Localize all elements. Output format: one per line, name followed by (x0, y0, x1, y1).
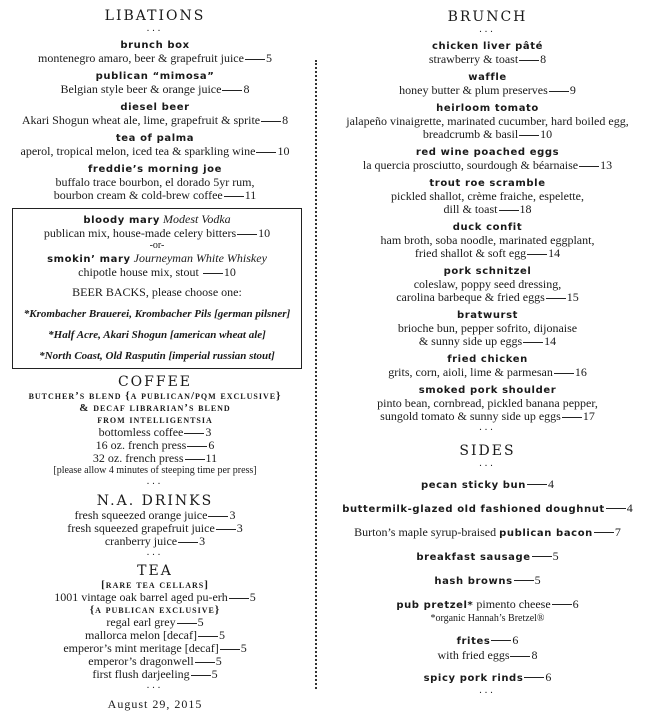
beer-back-option: *Krombacher Brauerei, Krombacher Pils [german pilsner] (23, 308, 291, 320)
column-divider (315, 60, 317, 689)
brunch-item: waffle honey butter & plum preserves 9 (399, 72, 576, 97)
brunch-item: pork schnitzel coleslaw, poppy seed dressing, carolina barbeque & fried eggs 15 (396, 266, 579, 304)
beer-back-option: *North Coast, Old Rasputin [imperial russian stout] (39, 350, 275, 362)
na-drinks-title: N.A. DRINKS (96, 493, 214, 509)
side-item: hash browns 5 (434, 573, 541, 587)
brunch-item: trout roe scramble pickled shallot, crème fraiche, espelette, dill & toast 18 (391, 178, 584, 216)
brunch-item: duck confit ham broth, soba noodle, marinated eggplant, fried shallot & soft egg 14 (380, 222, 595, 260)
libation-item: brunch box montenegro amaro, beer & grapefruit juice 5 (38, 40, 272, 65)
brunch-item: smoked pork shoulder pinto bean, cornbread, pickled banana pepper, sungold tomato & sunny side up eggs 17 (377, 385, 598, 423)
brunch-item: heirloom tomato jalapeño vinaigrette, marinated cucumber, hard boiled egg, breadcrumb & basil 10 (346, 103, 629, 141)
brunch-title: BRUNCH (447, 9, 528, 25)
libations-title: LIBATIONS (104, 8, 206, 24)
side-item: frites 6 with fried eggs 8 (437, 633, 538, 662)
bloody-mary-box: bloody mary Modest Vodka publican mix, house-made celery bitters 10 -or- smokin’ mary Journeyman White Whiskey chipotle house mix, stout 10 BEER BACKS, please choose one: *Krombacher Brauerei, Krombacher Pils [german pilsner] *Half Acre, Akari Shogun [american wheat ale] *North Coast, Old Rasputin [imperial russian stout] (12, 208, 302, 369)
libation-item: tea of palma aperol, tropical melon, iced tea & sparkling wine 10 (20, 133, 290, 158)
side-item: breakfast sausage 5 (416, 549, 559, 563)
brunch-item: bratwurst brioche bun, pepper sofrito, dijonaise & sunny side up eggs 14 (397, 310, 578, 348)
beer-back-option: *Half Acre, Akari Shogun [american wheat ale] (48, 329, 266, 341)
side-item: spicy pork rinds 6 (423, 670, 552, 684)
price: 11 (244, 188, 257, 202)
side-item: pecan sticky bun 4 (421, 477, 554, 491)
libation-item: freddie’s morning joe buffalo trace bourbon, el dorado 5yr rum, bourbon cream & cold-brew coffee 11 (53, 164, 257, 202)
beer-backs-heading: BEER BACKS, please choose one: (72, 285, 242, 299)
menu-date: August 29, 2015 (107, 697, 203, 711)
price: 5 (265, 51, 272, 65)
coffee-title: COFFEE (117, 374, 193, 390)
price: 8 (282, 113, 289, 127)
price: 8 (243, 82, 250, 96)
tea-title: TEA (137, 563, 173, 579)
side-item: Burton’s maple syrup-braised publican bacon 7 (354, 525, 621, 539)
left-column: LIBATIONS ... brunch box montenegro amaro, beer & grapefruit juice 5 publican “mimosa” Belgian style beer & orange juice 8 diesel beer Akari Shogun wheat ale, lime, grapefruit & sprite 8 tea of palma aperol, tropical melon, iced tea & sparkling wine 10 freddie’s morning joe buffalo trace bourbon, el dorado 5yr rum, bourbon cream & cold-brew coffee 11 bloody mary Modest Vodka publican mix, house-made celery bitters 10 -or- smokin’ mary Journeyman White Whiskey chipotle house mix, stout 10 BEER BACKS, please choose one: *Krombacher Brauerei, Krombacher Pils [german pilsner] *Half Acre, Akari Shogun [american wheat ale] *North Coast, Old Rasputin [imperial russian stout] COFFEE butcher’s blend {a publican/pqm exclusive} & decaf librarian’s blend from intelligentsia bottomless coffee 3 16 oz. french press 6 32 oz. french press 11 [please allow 4 minutes of steeping time per press] ... N.A. DRINKS fresh squeezed orange juice 3 fresh squeezed grapefruit juice 3 cranberry juice 3 ... TEA [rare tea cellars] 1001 vintage oak barrel aged pu-erh 5 {a publican exclusive} regal earl grey 5 mallorca melon [decaf] 5 emperor’s mint meritage [decaf] 5 emperor’s dragonwell 5 first flush darjeeling 5 ... August 29, 2015 (0, 0, 310, 712)
sides-title: SIDES (459, 443, 516, 459)
brunch-item: fried chicken grits, corn, aioli, lime & parmesan 16 (388, 354, 587, 379)
brunch-item: chicken liver pâté strawberry & toast 8 (428, 41, 547, 66)
libation-item: publican “mimosa” Belgian style beer & orange juice 8 (60, 71, 250, 96)
price: 10 (277, 144, 290, 158)
divider-dots: ... (146, 23, 164, 34)
side-item: pub pretzel* pimento cheese 6 *organic Hannah’s Bretzel® (396, 597, 579, 624)
libation-item: diesel beer Akari Shogun wheat ale, lime, grapefruit & sprite 8 (21, 102, 289, 127)
brunch-item: red wine poached eggs la quercia prosciutto, sourdough & béarnaise 13 (362, 147, 613, 172)
side-item: buttermilk-glazed old fashioned doughnut 4 (342, 501, 633, 515)
right-column: BRUNCH ... chicken liver pâté strawberry & toast 8 waffle honey butter & plum preserves 9 heirloom tomato jalapeño vinaigrette, marinated cucumber, hard boiled egg, breadcrumb & basil 10 red wine poached eggs la quercia prosciutto, sourdough & béarnaise 13 trout roe scramble pickled shallot, crème fraiche, espelette, dill & toast 18 duck confit ham broth, soba noodle, marinated eggplant, fried shallot & soft egg 14 pork schnitzel coleslaw, poppy seed dressing, carolina barbeque & fried eggs 15 bratwurst brioche bun, pepper sofrito, dijonaise & sunny side up eggs 14 fried chicken grits, corn, aioli, lime & parmesan 16 smoked pork shoulder pinto bean, cornbread, pickled banana pepper, sungold tomato & sunny side up eggs 17 ... SIDES ... pecan sticky bun 4 buttermilk-glazed old fashioned doughnut 4 Burton’s maple syrup-braised publican bacon 7 breakfast sausage 5 hash browns 5 pub pretzel* pimento cheese 6 *organic Hannah’s Bretzel® frites 6 with fried eggs 8 spicy pork rinds 6 ... (325, 0, 650, 696)
